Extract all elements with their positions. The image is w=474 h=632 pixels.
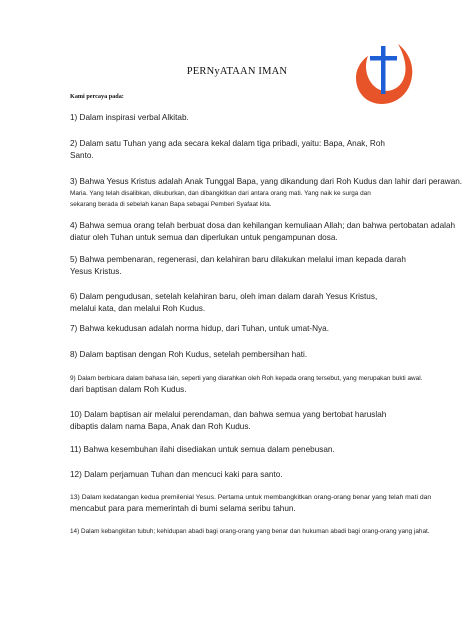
page-title: PERNyATAAN IMAN xyxy=(186,66,288,77)
item-line: 7) Bahwa kekudusan adalah norma hidup, dari Tuhan, untuk umat-Nya. xyxy=(70,324,329,333)
item-line: dari baptisan dalam Roh Kudus. xyxy=(70,385,187,394)
item-line: 1) Dalam inspirasi verbal Alkitab. xyxy=(70,113,189,122)
list-item xyxy=(70,409,458,433)
item-line: 6) Dalam pengudusan, setelah kelahiran baru, oleh iman dalam darah Yesus Kristus, xyxy=(70,292,378,301)
item-line: 2) Dalam satu Tuhan yang ada secara kekal dalam tiga pribadi, yaitu: Bapa, Anak, Roh xyxy=(70,139,385,148)
item-line: diatur oleh Tuhan untuk semua dan diperlukan untuk pengampunan dosa. xyxy=(70,233,338,242)
item-line: Santo. xyxy=(70,151,94,160)
cross-horizontal xyxy=(370,56,397,61)
item-line: 8) Dalam baptisan dengan Roh Kudus, setelah pembersihan hati. xyxy=(70,350,308,359)
list-item xyxy=(70,254,458,278)
list-item xyxy=(70,323,458,335)
list-item xyxy=(70,138,458,162)
item-line: melalui kata, dan melalui Roh Kudus. xyxy=(70,304,206,313)
list-item xyxy=(70,349,458,361)
list-item xyxy=(70,291,458,315)
list-item xyxy=(70,469,458,481)
item-line: sekarang berada di sebelah kanan Bapa sebagai Pemberi Syafaat kita. xyxy=(70,201,272,208)
item-line: 14) Dalam kebangkitan tubuh; kehidupan abadi bagi orang-orang yang benar dan hukuman abadi bagi orang-orang yang jahat. xyxy=(70,528,430,535)
item-line: 9) Dalam berbicara dalam bahasa lain, seperti yang diarahkan oleh Roh kepada orang tersebut, yang merupakan bukti awal. xyxy=(70,375,423,382)
item-line: 3) Bahwa Yesus Kristus adalah Anak Tunggal Bapa, yang dikandung dari Roh Kudus dan lahir dari perawan. xyxy=(70,177,463,186)
item-line: mencabut para para memerintah di bumi selama seribu tahun. xyxy=(70,504,296,513)
item-line: 11) Bahwa kesembuhan ilahi disediakan untuk semua dalam penebusan. xyxy=(70,445,335,454)
item-line: dibaptis dalam nama Bapa, Anak dan Roh Kudus. xyxy=(70,422,251,431)
list-item xyxy=(70,526,458,537)
list-item xyxy=(70,444,458,456)
item-line: 4) Bahwa semua orang telah berbuat dosa dan kehilangan kemuliaan Allah; dan bahwa pertobatan adalah xyxy=(70,221,456,230)
intro-text: Kami percaya pada: xyxy=(70,93,124,100)
list-item xyxy=(70,373,458,396)
item-line: 12) Dalam perjamuan Tuhan dan mencuci kaki para santo. xyxy=(70,470,283,479)
list-item xyxy=(70,220,458,244)
item-line: 13) Dalam kedatangan kedua premilenial Yesus. Pertama untuk membangkitkan orang-orang benar yang telah mati dan xyxy=(70,494,432,501)
item-line: 10) Dalam baptisan air melalui perendaman, dan bahwa semua yang bertobat haruslah xyxy=(70,410,387,419)
list-item xyxy=(70,176,463,210)
item-line: Maria. Yang telah disalibkan, dikuburkan, dan dibangkitkan dari antara orang mati. Yang naik ke surga dan xyxy=(70,190,371,197)
item-line: 5) Bahwa pembenaran, regenerasi, dan kelahiran baru dilakukan melalui iman kepada darah xyxy=(70,255,406,264)
list-item xyxy=(70,112,458,124)
item-line: Yesus Kristus. xyxy=(70,267,122,276)
list-item xyxy=(70,492,458,515)
